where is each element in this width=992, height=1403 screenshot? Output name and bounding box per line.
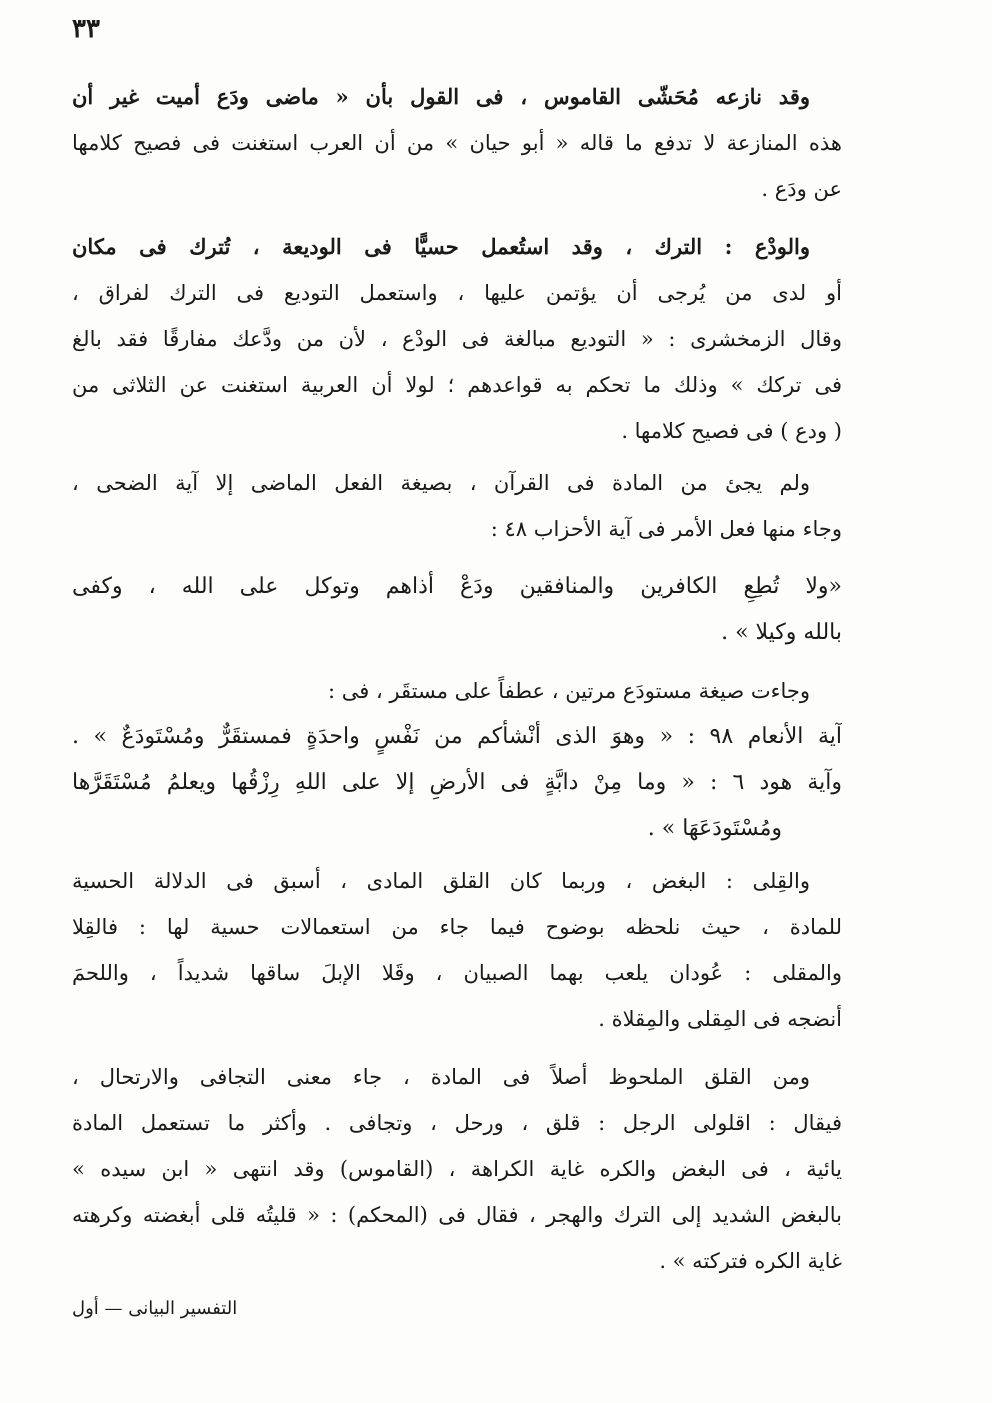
quran-verse-line: بالله وكيلا » . — [721, 620, 842, 645]
text-line: هذه المنازعة لا تدفع ما قاله « أبو حيان » من أن العرب استغنت فى فصيح كلامها — [72, 131, 842, 155]
text-line: ومن القلق الملحوظ أصلاً فى المادة ، جاء معنى التجافى والارتحال ، — [72, 1065, 810, 1089]
text-line: للمادة ، حيث نلحظه بوضوح فيما جاء من استعمالات حسية لها : فالقِلا — [72, 915, 842, 939]
quran-verse-line: «ولا تُطِعِ الكافرين والمنافقين ودَعْ أذاهم وتوكل على الله ، وكفى — [72, 574, 842, 599]
text-line: فيقال : اقلولى الرجل : قلق ، ورحل ، وتجافى . وأكثر ما تستعمل المادة — [72, 1111, 842, 1135]
text-line: أو لدى من يُرجى أن يؤتمن عليها ، واستعمل التوديع فى الترك لفراق ، — [72, 281, 842, 305]
text-line: فى تركك » وذلك ما تحكم به قواعدهم ؛ لولا أن العربية استغنت عن الثلاثى من — [72, 373, 842, 397]
text-line: أنضجه فى المِقلى والمِقلاة . — [598, 1007, 842, 1031]
page-body — [72, 74, 842, 1284]
text-line: ( ودع ) فى فصيح كلامها . — [621, 419, 842, 443]
quran-verse-line: ومُسْتَودَعَهَا » . — [647, 816, 782, 841]
quran-verse-line: آية الأنعام ٩٨ : « وهوَ الذى أنْشأكم من نَفْسٍ واحدَةٍ فمستقَرٌّ ومُسْتَودَعٌ » . — [72, 724, 842, 749]
text-line: والمقلى : عُودان يلعب بهما الصبيان ، وقَلا الإبلَ ساقها شديداً ، واللحمَ — [72, 961, 842, 985]
text-line: وجاء منها فعل الأمر فى آية الأحزاب ٤٨ : — [490, 517, 842, 541]
text-line: يائية ، فى البغض والكره غاية الكراهة ، (القاموس) وقد انتهى « ابن سيده » — [72, 1157, 842, 1181]
page-number: ٣٣ — [72, 14, 100, 44]
text-line: وقد نازعه مُحَشّى القاموس ، فى القول بأن « ماضى ودَع أميت غير أن — [72, 84, 810, 109]
text-line: بالبغض الشديد إلى الترك والهجر ، فقال فى (المحكم) : « قليتُه قلى أبغضته وكرهته — [72, 1203, 842, 1227]
text-line: عن ودَع . — [761, 177, 842, 201]
text-line: غاية الكره فتركته » . — [659, 1249, 842, 1273]
text-line: وجاءت صيغة مستودَع مرتين ، عطفاً على مستقَر ، فى : — [328, 679, 810, 703]
quran-verse-line: وآية هود ٦ : « وما مِنْ دابَّةٍ فى الأرضِ إلا على اللهِ رِزْقُها ويعلمُ مُسْتَقَرَّها — [72, 770, 842, 795]
page-footer-signature: التفسير البيانى — أول — [72, 1298, 238, 1319]
text-line: والودْع : الترك ، وقد استُعمل حسيًّا فى الوديعة ، تُترك فى مكان — [72, 234, 810, 259]
text-line: وقال الزمخشرى : « التوديع مبالغة فى الودْع ، لأن من ودَّعك مفارقًا فقد بالغ — [72, 327, 842, 351]
text-line: ولم يجئ من المادة فى القرآن ، بصيغة الفعل الماضى إلا آية الضحى ، — [72, 471, 810, 495]
text-line: والقِلى : البغض ، وربما كان القلق المادى ، أسبق فى الدلالة الحسية — [72, 869, 810, 893]
